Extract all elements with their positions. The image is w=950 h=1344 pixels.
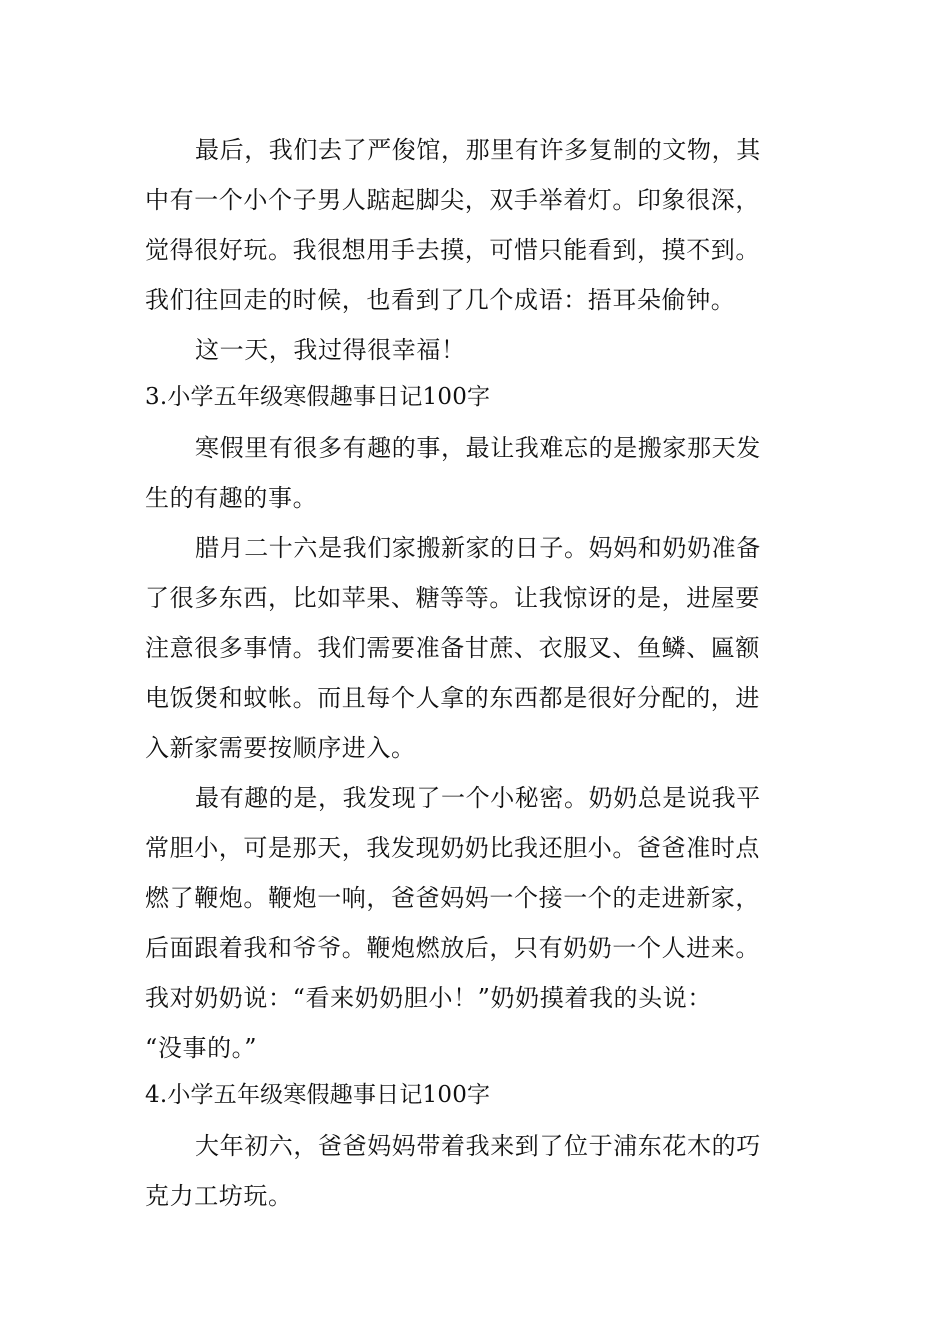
paragraph-line: 觉得很好玩。我很想用手去摸，可惜只能看到，摸不到。 — [145, 236, 760, 264]
paragraph-line: 入新家需要按顺序进入。 — [145, 734, 416, 762]
paragraph-line: 这一天，我过得很幸福！ — [195, 336, 466, 364]
paragraph-line: 最有趣的是，我发现了一个小秘密。奶奶总是说我平 — [195, 784, 761, 812]
paragraph-line: 我对奶奶说：“看来奶奶胆小！”奶奶摸着我的头说： — [145, 984, 712, 1012]
paragraph-line: 常胆小，可是那天，我发现奶奶比我还胆小。爸爸准时点 — [145, 834, 760, 862]
paragraph-line: 腊月二十六是我们家搬新家的日子。妈妈和奶奶准备 — [195, 534, 761, 562]
section-heading: 4.小学五年级寒假趣事日记100字 — [145, 1082, 491, 1108]
paragraph-line: 电饭煲和蚊帐。而且每个人拿的东西都是很好分配的，进 — [145, 684, 760, 712]
paragraph-line: 中有一个小个子男人踮起脚尖，双手举着灯。印象很深， — [145, 186, 760, 214]
paragraph-line: 最后，我们去了严俊馆，那里有许多复制的文物，其 — [195, 136, 761, 164]
paragraph-line: 后面跟着我和爷爷。鞭炮燃放后，只有奶奶一个人进来。 — [145, 934, 760, 962]
paragraph-line: 寒假里有很多有趣的事，最让我难忘的是搬家那天发 — [195, 434, 761, 462]
paragraph-line: 生的有趣的事。 — [145, 484, 318, 512]
paragraph-line: 燃了鞭炮。鞭炮一响，爸爸妈妈一个接一个的走进新家， — [145, 884, 760, 912]
paragraph-line: 克力工坊玩。 — [145, 1182, 293, 1210]
paragraph-line: 我们往回走的时候，也看到了几个成语：捂耳朵偷钟。 — [145, 286, 736, 314]
paragraph-line: 了很多东西，比如苹果、糖等等。让我惊讶的是，进屋要 — [145, 584, 760, 612]
paragraph-line: 注意很多事情。我们需要准备甘蔗、衣服叉、鱼鳞、匾额 — [145, 634, 760, 662]
section-heading: 3.小学五年级寒假趣事日记100字 — [145, 384, 491, 410]
paragraph-line: 大年初六，爸爸妈妈带着我来到了位于浦东花木的巧 — [195, 1132, 761, 1160]
paragraph-line: “没事的。” — [145, 1034, 258, 1062]
